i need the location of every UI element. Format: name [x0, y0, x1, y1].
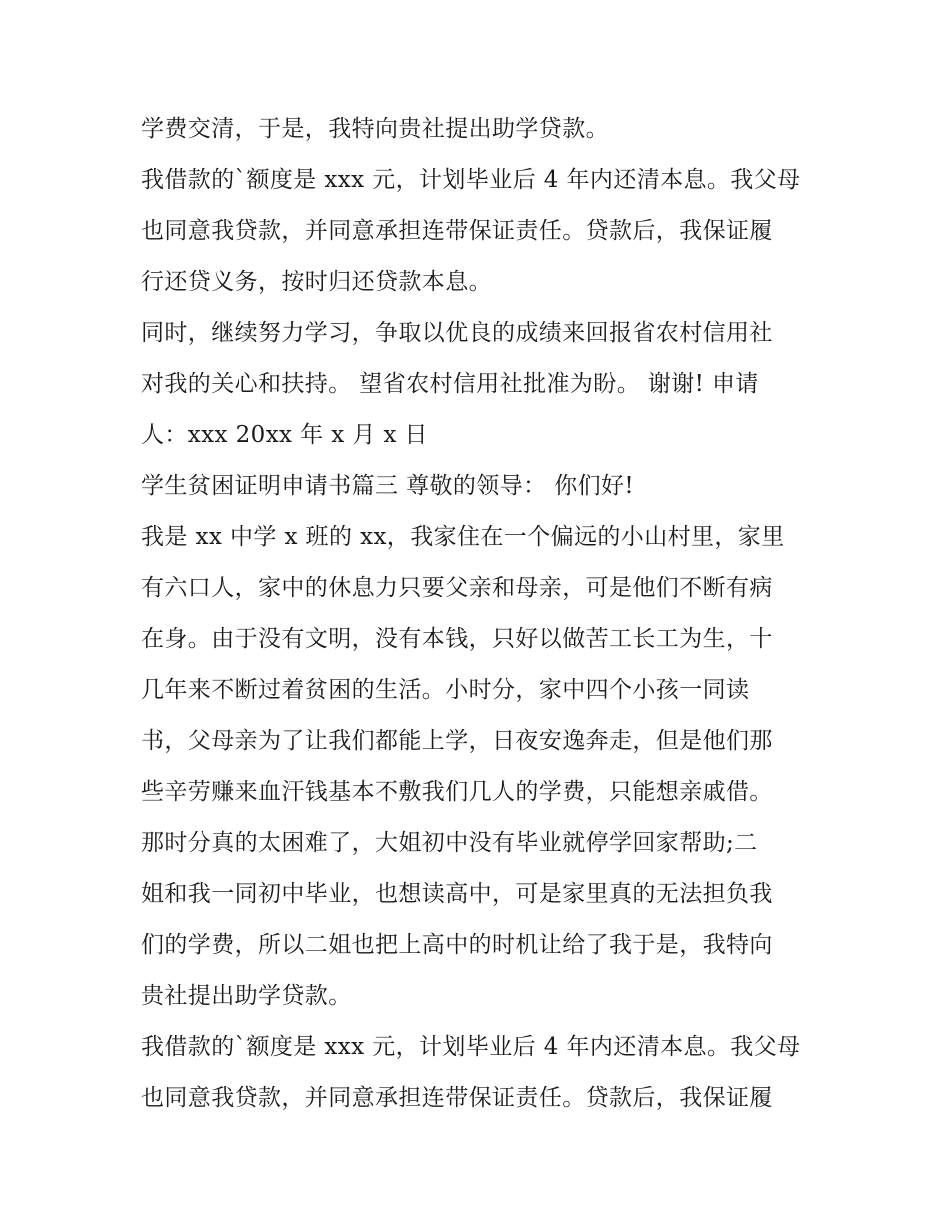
text-line: 对我的关心和扶持。 望省农村信用社批准为盼。 谢谢! 申请: [141, 371, 759, 397]
text-line: 姐和我一同初中毕业，也想读高中，可是家里真的无法担负我: [141, 881, 773, 907]
section-heading-line: 学生贫困证明申请书篇三 尊敬的领导： 你们好!: [141, 473, 635, 499]
text-line: 我借款的`额度是 xxx 元，计划毕业后 4 年内还清本息。我父母: [141, 167, 801, 193]
text-line: 同时，继续努力学习，争取以优良的成绩来回报省农村信用社: [141, 320, 773, 346]
text-line: 有六口人，家中的休息力只要父亲和母亲，可是他们不断有病: [141, 575, 773, 601]
text-line: 那时分真的太困难了，大姐初中没有毕业就停学回家帮助;二: [141, 830, 758, 856]
text-line: 我是 xx 中学 x 班的 xx，我家住在一个偏远的小山村里，家里: [141, 524, 785, 550]
text-line: 也同意我贷款，并同意承担连带保证责任。贷款后，我保证履: [141, 1085, 773, 1111]
text-line: 人：xxx 20xx 年 x 月 x 日: [141, 422, 428, 448]
text-line: 几年来不断过着贫困的生活。小时分，家中四个小孩一同读: [141, 677, 750, 703]
text-line: 也同意我贷款，并同意承担连带保证责任。贷款后，我保证履: [141, 218, 773, 244]
text-line: 贵社提出助学贷款。: [141, 983, 352, 1009]
text-line: 行还贷义务，按时归还贷款本息。: [141, 269, 492, 295]
document-body: [141, 104, 821, 1124]
text-line: 们的学费，所以二姐也把上高中的时机让给了我于是，我特向: [141, 932, 773, 958]
text-line: 在身。由于没有文明，没有本钱，只好以做苦工长工为生，十: [141, 626, 773, 652]
text-line: 我借款的`额度是 xxx 元，计划毕业后 4 年内还清本息。我父母: [141, 1034, 801, 1060]
text-line: 些辛劳赚来血汗钱基本不敷我们几人的学费，只能想亲戚借。: [141, 779, 773, 805]
text-line: 书，父母亲为了让我们都能上学，日夜安逸奔走，但是他们那: [141, 728, 773, 754]
text-line: 学费交清，于是，我特向贵社提出助学贷款。: [141, 116, 609, 142]
